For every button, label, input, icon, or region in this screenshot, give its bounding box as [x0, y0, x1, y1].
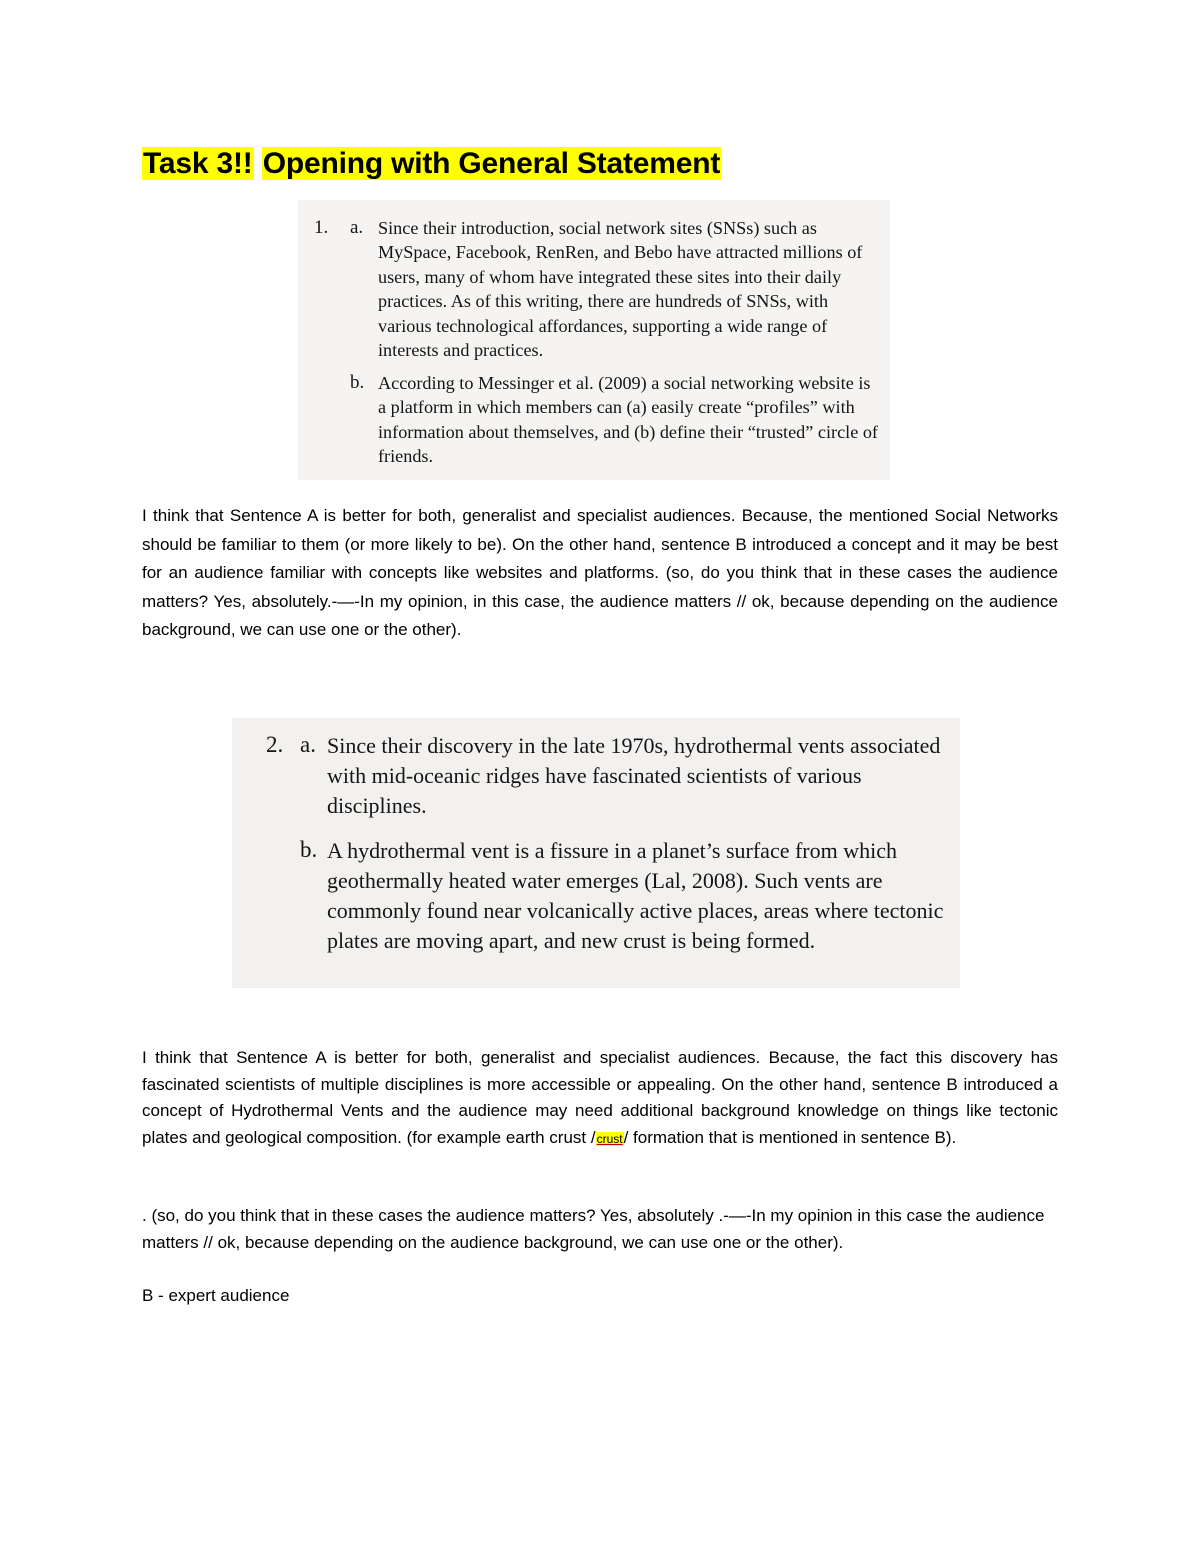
title-task-label: Task 3!! [143, 147, 253, 180]
excerpt-letter-a: a. [300, 732, 316, 757]
excerpt-number: 1. [314, 217, 329, 238]
excerpt-image-2 [232, 718, 960, 988]
page-title [142, 145, 721, 183]
conclusion-line: B - expert audience [142, 1286, 290, 1305]
title-heading-label: Opening with General Statement [262, 147, 721, 180]
paragraph-text-after: / formation that is mentioned in sentence B). [623, 1127, 957, 1147]
excerpt-letter-a: a. [350, 217, 364, 238]
excerpt-sentence-a: Since their discovery in the late 1970s, hydrothermal vents associated with mid-oceanic ridges have fascinated scientists of various disciplines. [327, 733, 941, 818]
excerpt-sentence-b: According to Messinger et al. (2009) a social networking website is a platform in which members can (a) easily create “profiles” with information about themselves, and (b) define their “trusted” circle of friends. [378, 373, 878, 467]
excerpt-image-1 [298, 200, 890, 480]
excerpt-letter-b: b. [350, 372, 365, 393]
paragraph-text-before: I think that Sentence A is better for both, generalist and specialist audiences. Because, the fact this discovery has fascinated scientists of multiple disciplines is more accessible or appealing. On the other hand, sentence B introduced a concept of Hydrothermal Vents and the audience may need additional background knowledge on things like tectonic plates and geological composition. (for example earth crust / [142, 1048, 1058, 1147]
answer-paragraph-1: I think that Sentence A is better for both, generalist and specialist audiences. Because, the mentioned Social Networks should be familiar to them (or more likely to be). On the other hand, sentence B introduced a concept and it may be best for an audience familiar with concepts like websites and platforms. (so, do you think that in these cases the audience matters? Yes, absolutely.-—-In my opinion, in this case, the audience matters // ok, because depending on the audience background, we can use one or the other). [142, 506, 1058, 639]
excerpt-letter-b: b. [300, 837, 318, 862]
excerpt-sentence-a: Since their introduction, social network sites (SNSs) such as MySpace, Facebook, RenRen, and Bebo have attracted millions of users, many of whom have integrated these sites into their daily practices. As of this writing, there are hundreds of SNSs, with various technological affordances, supporting a wide range of interests and practices. [378, 218, 863, 361]
excerpt-sentence-b: A hydrothermal vent is a fissure in a planet’s surface from which geothermally heated water emerges (Lal, 2008). Such vents are commonly found near volcanically active places, areas where tectonic plates are moving apart, and new crust is being formed. [327, 838, 944, 953]
highlighted-word: crust [596, 1131, 623, 1146]
answer-paragraph-3: . (so, do you think that in these cases the audience matters? Yes, absolutely .-—-In my opinion in this case the audience matters // ok, because depending on the audience background, we can use one or the other). [142, 1206, 1045, 1252]
excerpt-number: 2. [266, 732, 284, 757]
answer-paragraph-2 [142, 1045, 1058, 1152]
